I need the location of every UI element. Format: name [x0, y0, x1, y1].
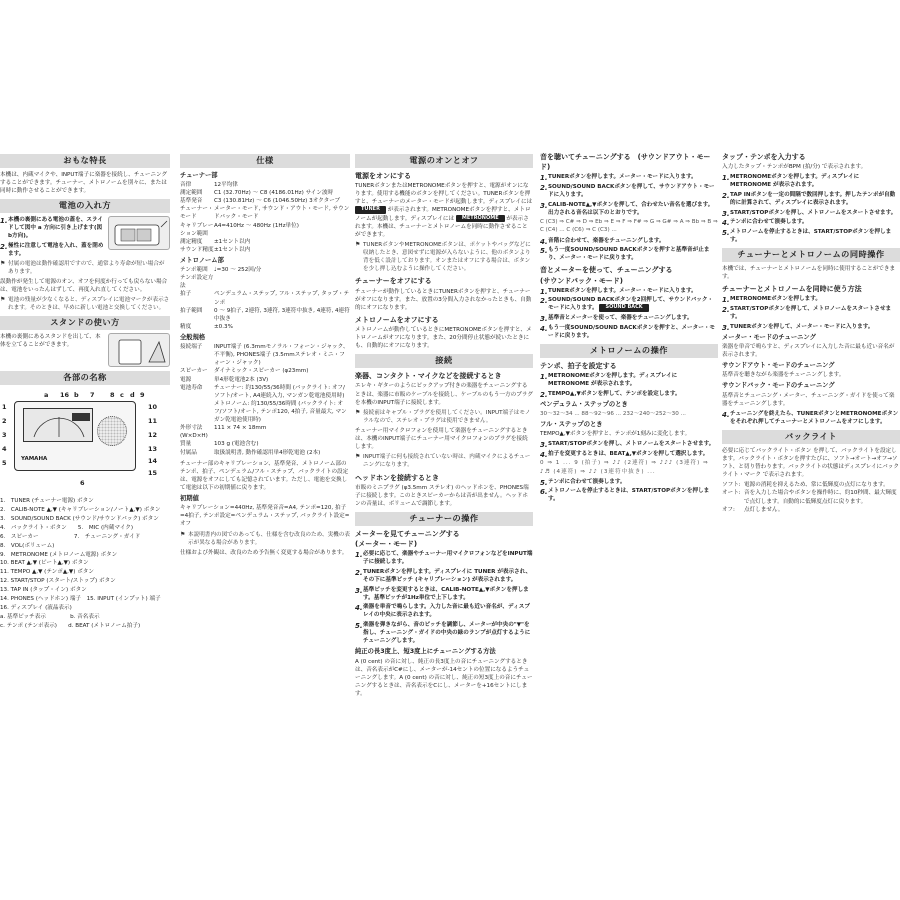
tempo-step: 4. 拍子を変更するときは、BEAT▲,▼ボタンを押して選択します。	[540, 450, 709, 459]
common-spec-head: 全般規格	[180, 334, 206, 341]
soundout-step: 2. SOUND/SOUND BACKボタンを押して、サウンドアウト・モードに入ります。	[540, 183, 715, 198]
metro-specs	[180, 266, 350, 331]
taptempo-step: 2. TAP INボタンを一定の間隔で数回押します。押したテンポが自動的に計算されて、ディスプレイに表示されます。	[722, 191, 896, 207]
backlight-item: オート: 音を入力した場合やボタンを操作時に、約10秒間、最大輝度で点灯します。自動的に低輝度点灯に戻ります。	[722, 490, 897, 505]
parts-item: 2. CALIB-NOTE ▲,▼ (キャリブレーション/ノート▲,▼) ボタン	[0, 507, 161, 513]
spec-footer: 仕様および外観は、改良のため予告無く変更する場合があります。	[180, 549, 348, 556]
features-text: 本機は、内蔵マイクや、INPUT端子に楽器を接続し、チューニングすることができます。チューナー、メトロノームを別々に、または同時に動作させることができます。	[0, 171, 168, 195]
callout-2: 2	[2, 417, 7, 426]
column-5	[722, 150, 900, 514]
tempo-steps	[540, 372, 718, 398]
lcd-tuner-label: TUNER	[355, 206, 386, 213]
instrument-text-2: チューナー用マイクロフォンを使用して楽器をチューニングするときは、本機のINPUT端子にチューナー用マイクロフォンのプラグを接続します。	[355, 428, 528, 451]
parts-item: 14. PHONES (ヘッドホン) 端子 15. INPUT (インプット) 端子	[0, 596, 161, 603]
callout-14: 14	[148, 457, 158, 466]
instrument-head: 楽器、コンタクト・マイクなどを接続するとき	[355, 372, 502, 381]
callout-11: 11	[148, 417, 158, 426]
beat-sequence: 0 ⇒ 1 ... 9 (拍子) ⇒ ♪♪ (2連符) ⇒ ♪♪♪ (3連符) ⇒ ♪♬ (4連符) ⇒ ♪♪ (3連符中抜き) ...	[540, 460, 709, 475]
callout-9: 9	[140, 391, 145, 400]
pendulum-head: ペンデュラム・ステップのとき	[540, 400, 628, 408]
brand-logo: YAMAHA	[21, 456, 48, 463]
meter-step: 1. 必要に応じて、楽器やチューナー用マイクロフォンなどをINPUT端子に接続します。	[355, 551, 533, 566]
spec-row: 精度 ±0.3%	[180, 323, 233, 330]
column-1	[0, 150, 170, 631]
simul-head: チューナーとメトロノームを同時に使う方法	[722, 285, 862, 294]
meter-step: 5. 楽器を弾きながら、音のピッチを調節し、メーターが中央の"▼"を指し、チューニング・ガイドの中央の緑のランプが点灯するようにチューニングします。	[355, 622, 531, 645]
parts-item: 8. VOL(ボリューム)	[0, 542, 55, 549]
callout-1: 1	[2, 403, 7, 412]
callout-b: b	[74, 391, 79, 400]
simul-step: 2. START/STOPボタンを押して、メトロノームをスタートさせます。	[722, 305, 892, 321]
stand-row	[0, 333, 170, 367]
spec-row: テンポ設定方法	[180, 275, 214, 290]
soundback-step: 2. SOUND/SOUND BACKボタンを2回押して、サウンドバック・モードに入ります。 SOUND BACK	[540, 297, 714, 312]
power-on-head: 電源をオンにする	[355, 171, 411, 180]
tempo-step: 5. テンポに合わせて演奏します。	[540, 478, 626, 487]
init-note: ⚑ 本説明書内の図でのあっても、仕様を含む改良のため、実機の表示が異なる場合があります。	[180, 531, 350, 547]
soundout-step: 5. もう一度SOUND/SOUND BACKボタンを押すと基準音が止まり、メーター・モードに戻ります。	[540, 247, 710, 262]
column-2	[180, 150, 350, 559]
power-on-text: TUNERボタンまたはMETRONOMEボタンを押すと、電源がオンになります。使用する機能のボタンを押してください。TUNERボタンを押すと、チューナーのメーター・モードが起動します。ディスプレイには TUNER が表示されます。METRONOMEボタンを押すと、メトロノームが起動します。ディスプレイには METRONOME が表示されます。本機は、チューナーとメトロノームを同時に動作させることができます。	[355, 183, 533, 238]
spec-row: 拍子 ペンデュラム・ステップ, フル・ステップ, タップ・テンポ	[180, 291, 350, 306]
meter-step: 3. 基準ピッチを変更するときは、CALIB-NOTE▲,▼ボタンを押します。基準ピッチが1Hz単位で上下します。	[355, 586, 529, 601]
taptempo-step: 3. START/STOPボタンを押し、メトロノームをスタートさせます。	[722, 209, 897, 218]
connect-title: 接続	[355, 354, 533, 368]
metro-spec-head: メトロノーム部	[180, 257, 224, 264]
speaker-grille	[97, 416, 127, 446]
soundback2-text: 基準音とチューニング・メーター、チューニング・ガイドを使って楽器をチューニングします。	[722, 392, 895, 407]
pendulum-text: 30〜32〜34 ... 88〜92〜96 ... 232〜240〜252〜30 ...	[540, 410, 686, 417]
parts-item: 9. METRONOME (メトロノーム電源) ボタン	[0, 551, 118, 558]
tempo-head: テンポ、拍子を設定する	[540, 361, 617, 370]
tuner-specs	[180, 181, 350, 254]
meter-head: メーターを見てチューニングする (メーター・モード)	[355, 529, 460, 549]
backlight-text: 必要に応じてバックライト・ボタン を押して、バックライトを設定します。バックライト・ボタンを押すたびに、ソフト→オート→オフ→ソフト、と切り替わります。バックライトの状態はディスプレイにバックライト・マーク で表示されます。	[722, 447, 899, 479]
spec-row: キャリブレーション範囲 A4=410Hz 〜 480Hz (1Hz単位)	[180, 222, 299, 237]
stand-title: スタンドの使い方	[0, 316, 170, 330]
simul-intro: 本機では、チューナーとメトロノームを同時に使用することができます。	[722, 266, 896, 281]
spec-row: 付属品 取扱説明書, 動作確認用単4形乾電池 (2本)	[180, 449, 321, 456]
spec-row: テンポ範囲 ♩=30 〜 252回/分	[180, 267, 262, 274]
callout-13: 13	[148, 445, 158, 454]
tuner-body	[14, 401, 136, 471]
halfstep-head: 純正の長3度上、短3度上にチューニングする方法	[355, 648, 496, 656]
battery-note: ⚑ 付属の電池は動作確認用ですので、通常より寿命が短い場合があります。	[0, 260, 170, 276]
parts-item: c. テンポ (テンポ表示) d. BEAT (メトロノーム拍子)	[0, 622, 141, 629]
spec-row: 接続端子 INPUT端子 (6.3mmモノラル・フォーン・ジャック、不平衡), PHONES端子 (3.5mmステレオ・ミニ・フォーン・ジャック)	[180, 344, 349, 367]
spec-row: サウンド精度 ±1セント以内	[180, 246, 251, 253]
lcd-soundback-label: SOUND BACK	[599, 304, 648, 311]
callout-5: 5	[2, 459, 7, 468]
phones-head: ヘッドホンを接続するとき	[355, 473, 439, 482]
parts-item: 12. START/STOP (スタート/ストップ) ボタン	[0, 578, 116, 585]
battery-text-2: 誤動作が発生して電源のオン、オフを何度か行っても戻らない場合は、電池をいったんはずして、再度入れ直してください。	[0, 278, 168, 293]
instrument-note-1: ⚑ 接続前はキャプル・プラグを使用してください。INPUT端子はモノラルなので、ステレオ・プラグは使用できません。	[355, 409, 533, 425]
taptempo-step: 4. テンポに合わせて演奏します。	[722, 219, 808, 228]
callout-10: 10	[148, 403, 158, 412]
taptempo-head: タップ・テンポを入力する	[722, 153, 806, 161]
soundout2-head: サウンドアウト・モードのチューニング	[722, 362, 835, 370]
callout-c: c	[120, 391, 124, 400]
tuner-display	[23, 408, 93, 442]
fullstep-head: フル・ステップのとき	[540, 421, 603, 429]
parts-item: 1. TUNER (チューナー電源) ボタン	[0, 498, 94, 505]
callout-3: 3	[2, 431, 7, 440]
taptempo-step: 5. メトロノームを停止するときは、START/STOPボタンを押します。	[722, 228, 892, 244]
taptempo-steps	[722, 173, 900, 244]
meter-step: 2. TUNERボタンを押します。ディスプレイに TUNER が表示され、その下に基準ピッチ (キャリブレーション) が表示されます。	[355, 568, 532, 584]
spec-row: 基準発音 C3 (130.81Hz) 〜 C6 (1046.50Hz) 3オクターブ	[180, 198, 341, 205]
callout-8: 8	[110, 391, 115, 400]
power-on-note: ⚑ TUNERボタンやMETRONOMEボタンは、ポケットやバッグなどに収納したとき、意図せずに電源が入らないように、他のボタンより背を低く設計しております。オンまたはオフにする場合は、ボタンを少し押し込むように操作してください。	[355, 241, 533, 273]
callout-4: 4	[2, 445, 7, 454]
column-3	[355, 150, 533, 700]
tempo-steps-3	[540, 478, 718, 504]
battery-row	[0, 216, 170, 260]
tempo-step: 6. メトロノームを停止するときは、START/STOPボタンを押します。	[540, 488, 710, 503]
metro-off-head: メトロノームをオフにする	[355, 315, 439, 324]
soundback-head: 音とメーターを使って、チューニングする (サウンドバック・モード)	[540, 266, 673, 285]
tuner-off-text: チューナーが動作しているときにTUNERボタンを押すと、チューナーがオフになります。また、放置の3分間入力されなかったときも、自動的にオフになります。	[355, 288, 532, 311]
spec-row: スピーカー ダイナミック・スピーカー (φ23mm)	[180, 368, 309, 375]
callout-12: 12	[148, 431, 158, 440]
halfstep-text: A (0 cent) の音に対し、純正の長3度上の音にチューニングするときは、音名表示がC#にし、メーターが-14セントの位置になるようチューニングします。A (0 cent) の音に対し、純正の短3度上の音にチューニングするときは、音名表示をCにし、メーターを+16セントにします。	[355, 658, 533, 697]
battery-step-2: 2. 極性に注意して電池を入れ、蓋を閉めます。	[0, 242, 104, 258]
metro-op-title: メトロノームの操作	[540, 344, 718, 358]
tuner-spec-head: チューナー部	[180, 171, 218, 179]
callout-d: d	[130, 391, 135, 400]
parts-item: 6. スピーカー 7. チューニング・ガイド	[0, 533, 141, 540]
simul-title: チューナーとメトロノームの同時操作	[722, 248, 900, 262]
backlight-item: オフ: 点灯しません。	[722, 506, 784, 513]
parts-item: 4. バックライト・ボタン 5. MIC (内蔵マイク)	[0, 524, 134, 531]
tuner-diagram	[0, 389, 170, 497]
soundback-step: 3. 基準音とメーターを使って、楽器をチューニングします。	[540, 315, 693, 324]
init-head: 初期値	[180, 495, 199, 503]
battery-step-1: 1. 本機の裏側にある電池の蓋を、スライドして図中 a 方向に引き上げます(図 b方向)。	[0, 217, 103, 240]
callout-a: a	[44, 391, 49, 400]
soundout-step: 3. CALIB-NOTE▲,▼ボタンを押して、合わせたい音名を選びます。出力される音名は以下のとおりです。	[540, 201, 714, 216]
spec-note: チューナー部のキャリブレーション、基準発音、メトロノーム部のテンポ、拍子、ペンデュラム/フル・ステップ、バックライトの設定は、電源をオフにしても記憶されています。ただし、電池を交換して電池は以下の初期値に戻ります。	[180, 460, 349, 491]
callout-7: 7	[90, 391, 95, 400]
taptempo-intro: 入力したタップ・テンポがBPM (拍/分) で表示されます。	[722, 164, 867, 171]
simul-step: 1. METRONOMEボタンを押します。	[722, 296, 821, 305]
parts-item: 11. TEMPO ▲,▼ (テンポ▲,▼) ボタン	[0, 569, 94, 576]
soundback-step: 4. もう一度SOUND/SOUND BACKボタンを押すと、メーター・モードに戻ります。	[540, 324, 716, 339]
soundout-head: 音を聴いてチューニングする (サウンドアウト・モード)	[540, 153, 711, 172]
spec-title: 仕様	[180, 154, 350, 168]
metro-off-text: メトロノームが動作しているときにMETRONOMEボタンを押すと、メトロノームがオフになります。また、20分間停止状態が続いたときにも、自動的にオフになります。	[355, 327, 532, 350]
simul-step: 4. チューニングを終えたら、TUNERボタンとMETRONOMEボタンをそれぞれ押してチューナーとメトロノームをオフにします。	[722, 410, 899, 425]
taptempo-step: 1. METRONOMEボタンを押します。ディスプレイに METRONOME が表示されます。	[722, 174, 860, 189]
meter-steps	[355, 550, 533, 645]
spec-row: 電池寿命 チューナー: 約130/55/36時間 (バックライト: オフ/ソフト/オート, A4連続入力, マンガン乾電池使用時) メトロノーム: 約130/55/36時間 (バックライト: オフ/ソフト/オート, テンポ120, 4拍子, 音量最大, マンガン乾電池使用時)	[180, 384, 347, 424]
backlight-title: バックライト	[722, 430, 900, 444]
simul-step: 3. TUNERボタンを押して、メーター・モードに入ります。	[722, 323, 874, 332]
backlight-item: ソフト: 電源の消耗を抑えるため、常に低輝度の点灯になります。	[722, 482, 889, 489]
soundout-steps	[540, 173, 718, 217]
callout-15: 15	[148, 469, 158, 478]
tempo-step: 2. TEMPO▲,▼ボタンを押して、テンポを設定します。	[540, 390, 681, 399]
soundout-step: 4. 音階に合わせて、楽器をチューニングします。	[540, 237, 665, 246]
parts-title: 各部の名称	[0, 371, 170, 385]
tempo-step: 3. START/STOPボタンを押し、メトロノームをスタートさせます。	[540, 441, 715, 450]
stand-icon	[109, 334, 170, 368]
stand-text: 本機の裏側にあるスタンドを出して、本体を立てることができます。	[0, 334, 101, 349]
spec-row: 音律 12平均律	[180, 182, 238, 189]
simul-steps	[722, 295, 900, 330]
battery-compartment-icon	[109, 217, 170, 251]
parts-item: 10. BEAT ▲,▼ (ビート▲,▼) ボタン	[0, 560, 89, 567]
instrument-note-2: ⚑ INPUT端子に何も接続されていない時は、内蔵マイクによるチューニングになります。	[355, 453, 533, 469]
battery-illustration	[108, 216, 170, 250]
tempo-steps-2	[540, 440, 718, 458]
battery-steps	[0, 216, 104, 260]
callout-16: 16	[60, 391, 70, 400]
lcd-metronome-label: METRONOME	[456, 215, 505, 222]
instrument-text: エレキ・ギターのようにピックアップ付きの楽器をチューニングするときは、楽器に市販のケーブルを接続し、ケーブルのもう一方のプラグを本機のINPUT端子に接続します。	[355, 383, 533, 406]
soundout2-text: 基準音を聴きながら楽器をチューニングします。	[722, 372, 845, 379]
soundout-step: 1. TUNERボタンを押します。メーター・モードに入ります。	[540, 174, 697, 183]
spec-row: 測定範囲 C1 (32.70Hz) 〜 C8 (4186.01Hz) サイン波時	[180, 190, 334, 197]
parts-item: 16. ディスプレイ (液晶表示)	[0, 604, 72, 611]
note-sequence: C (C3) ⇒ C# ⇒ D ⇒ Eb ⇒ E ⇒ F ⇒ F# ⇒ G ⇒ G# ⇒ A ⇒ Bb ⇒ B ⇒ C (C4) ... C (C6) ⇒ C (C3) ...	[540, 219, 718, 234]
spec-row: 外形寸法 (W×D×H) 111 × 74 × 18mm	[180, 425, 267, 440]
spec-row: 拍子範囲 0 〜 9拍子, 2連符, 3連符, 3連符中抜き, 4連符, 4連符中抜き	[180, 307, 350, 322]
tuner-off-head: チューナーをオフにする	[355, 277, 432, 286]
soundback2-head: サウンドバック・モードのチューニング	[722, 382, 835, 390]
fullstep-text: TEMPO▲,▼ボタンを押すと、テンポが1刻みに変化します。	[540, 431, 691, 438]
features-title: おもな特長	[0, 154, 170, 168]
parts-item: 13. TAP IN (タップ・イン) ボタン	[0, 587, 87, 594]
simul-steps-2	[722, 410, 900, 426]
stand-illustration	[108, 333, 170, 367]
init-text: キャリブレーション=440Hz, 基準発音音=A4, テンポ=120, 拍子=4拍子, テンポ設定=ペンデュラム・ステップ, バックライト設定=オフ	[180, 505, 350, 528]
soundback-steps	[540, 287, 718, 340]
tempo-step: 1. METRONOMEボタンを押します。ディスプレイに METRONOME が表示されます。	[540, 372, 678, 388]
callout-6: 6	[80, 479, 85, 488]
soundback-step: 1. TUNERボタンを押します。メーター・モードに入ります。	[540, 287, 697, 296]
column-4	[540, 150, 718, 505]
battery-title: 電池の入れ方	[0, 199, 170, 213]
parts-list	[0, 497, 170, 630]
phones-text: 市販のミニプラグ (φ3.5mm ステレオ) のヘッドホンを、PHONES端子に接続します。このときスピーカーからは音が出ません。ヘッドホンの音量は、ボリュームで調節します。	[355, 484, 529, 507]
battery-note-2: ⚑ 電池の残量が少なくなると、ディスプレイに電池マークが表示されます。そのときは、早めに新しい電池と交換してください。	[0, 296, 170, 312]
tuner-op-title: チューナーの操作	[355, 512, 533, 526]
backlight-items	[722, 481, 900, 513]
spec-row: 測定精度 ±1セント以内	[180, 238, 251, 245]
tuner-meter-icon	[24, 409, 94, 443]
mode-head: メーター・モードのチューニング	[722, 333, 816, 341]
soundout-steps-2	[540, 237, 718, 263]
power-title: 電源のオンとオフ	[355, 154, 533, 168]
parts-item: 3. SOUND/SOUND BACK (サウンド/サウンドバック) ボタン	[0, 515, 159, 522]
meter-step: 4. 楽器を単音で鳴らします。入力した音に最も近い音名が、ディスプレイの中央に表示されます。	[355, 604, 530, 619]
spec-row: 電源 単4形乾電池2本 (3V)	[180, 376, 269, 383]
parts-item: a. 基準ピッチ表示 b. 音名表示	[0, 613, 100, 620]
spec-row: 質量 103 g (電池含む)	[180, 441, 259, 448]
spec-row: チューナー・モード メーター・モード, サウンド・アウト・モード, サウンドバック・モード	[180, 206, 350, 221]
mode-text: 楽器を単音で鳴らすと、ディスプレイに入力した音に最も近い音名が表示されます。	[722, 343, 895, 359]
common-specs	[180, 343, 350, 457]
